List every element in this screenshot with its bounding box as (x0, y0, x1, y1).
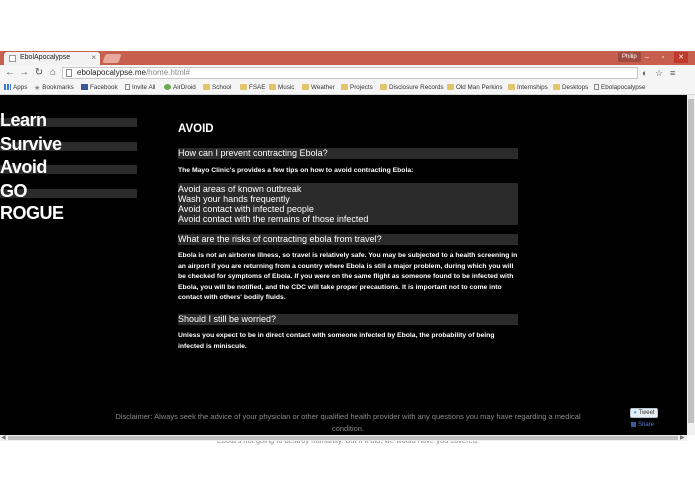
answer-text: Unless you expect to be in direct contact with someone infected by Ebola, the probability of being infected is miniscule. (178, 332, 495, 350)
answer-text: Ebola is not an airborne illness, so travel is relatively safe. You may be subjected to a health screening in an airport if you are returning from a country where Ebola is still a major problem, during which you will be checked for symptoms of Ebola. If you were on the same flight as someone found to be infected with Ebola, you will be notified, and the CDC will take proper precautions. It is important not to come into contact with others' bodily fluids. (178, 252, 518, 301)
minimize-button[interactable]: – (645, 54, 649, 61)
page-icon (125, 84, 130, 90)
forward-button[interactable] (18, 66, 30, 80)
airdroid-icon (164, 84, 171, 90)
horizontal-scrollbar[interactable] (0, 435, 687, 441)
bookmark-desktops[interactable]: Desktops (553, 83, 588, 92)
bookmark-music[interactable]: Music (269, 83, 294, 92)
forward-arrow-icon: → (19, 67, 29, 78)
facebook-icon (631, 422, 636, 427)
reload-icon: ↻ (34, 67, 44, 78)
scrollbar-thumb[interactable] (688, 99, 694, 423)
bookmark-star-icon[interactable]: ☆ (655, 68, 664, 78)
page-favicon-icon (9, 55, 16, 62)
apps-grid-icon (4, 84, 11, 90)
close-window-button[interactable]: ✕ (674, 52, 688, 63)
bookmark-facebook[interactable]: Facebook (81, 83, 118, 92)
bookmarks-bar (0, 81, 695, 95)
disclaimer-line: Disclaimer: Always seek the advice of your physician or other qualified health provider with any questions you may have regarding a medical condition. (115, 412, 581, 433)
tips-box (178, 183, 518, 225)
bookmark-internships[interactable]: Internships (508, 83, 548, 92)
profile-name[interactable]: Philip (618, 52, 641, 62)
disclaimer (100, 411, 596, 447)
folder-icon (341, 84, 348, 90)
maximize-button[interactable]: ▫ (661, 54, 665, 61)
folder-icon (380, 84, 387, 90)
bookmark-invite-all[interactable]: Invite All (125, 83, 155, 92)
reload-button[interactable] (33, 66, 45, 80)
nav-learn-label: Learn (0, 110, 47, 130)
nav-avoid-label: Avoid (0, 157, 47, 177)
url-path: /home.html# (145, 68, 190, 77)
address-bar[interactable] (62, 67, 638, 79)
nav-go-rogue-label: GO ROGUE (0, 181, 64, 223)
twitter-bird-icon: ● (633, 410, 638, 416)
nav-survive-label: Survive (0, 134, 62, 154)
share-button[interactable]: Share (631, 422, 654, 428)
folder-icon (508, 84, 515, 90)
folder-icon (447, 84, 454, 90)
bookmark-fsae[interactable]: FSAE (240, 83, 265, 92)
url-domain: ebolapocalypse.me (77, 68, 146, 77)
scrollbar-thumb[interactable] (8, 436, 678, 440)
bookmark-old-man-perkins[interactable]: Old Man Perkins (447, 83, 503, 92)
bookmark-apps[interactable]: Apps (4, 83, 27, 92)
question-heading: What are the risks of contracting ebola from travel? (178, 234, 518, 245)
folder-icon (203, 84, 210, 90)
vertical-scrollbar[interactable] (687, 95, 695, 435)
web-page (0, 95, 695, 435)
folder-icon (302, 84, 309, 90)
bookmark-school[interactable]: School (203, 83, 231, 92)
intro-text: The Mayo Clinic's provides a few tips on how to avoid contracting Ebola: (178, 167, 414, 174)
scroll-right-icon[interactable]: ▶ (680, 435, 685, 441)
page-info-icon[interactable] (66, 69, 72, 77)
bookmark-weather[interactable]: Weather (302, 83, 335, 92)
home-icon: ⌂ (49, 67, 57, 78)
tip-item: Avoid areas of known outbreak (178, 184, 302, 194)
tip-item: Avoid contact with the remains of those infected (178, 214, 369, 224)
question-heading: How can I prevent contracting Ebola? (178, 148, 518, 159)
bookmark-airdroid[interactable]: AirDroid (164, 83, 196, 92)
tweet-button[interactable]: ● Tweet (630, 408, 658, 418)
tip-item: Avoid contact with infected people (178, 204, 314, 214)
bookmark-bookmarks[interactable]: ★ Bookmarks (34, 84, 74, 92)
page-icon (594, 84, 599, 90)
new-tab-button[interactable] (102, 54, 121, 63)
star-icon: ★ (34, 85, 41, 92)
bookmark-ebolapocalypse[interactable]: Ebolapocalypse (594, 83, 645, 92)
question-heading: Should I still be worried? (178, 314, 518, 325)
tip-item: Wash your hands frequently (178, 194, 290, 204)
folder-icon (269, 84, 276, 90)
chrome-menu-icon[interactable]: ≡ (670, 68, 676, 78)
tab-title: EbolApocalypse (20, 54, 71, 61)
section-title: AVOID (178, 123, 214, 135)
browser-tab[interactable] (4, 52, 100, 65)
extension-icon[interactable]: ◐ (642, 68, 648, 78)
bookmark-projects[interactable]: Projects (341, 83, 373, 92)
back-button[interactable] (4, 66, 16, 80)
scroll-left-icon[interactable]: ◀ (1, 435, 6, 441)
facebook-icon (81, 84, 88, 90)
tab-close-icon[interactable]: × (91, 53, 96, 62)
back-arrow-icon: ← (5, 67, 15, 78)
home-button[interactable] (47, 66, 59, 80)
bookmark-disclosure-records[interactable]: Disclosure Records (380, 83, 444, 92)
folder-icon (553, 84, 560, 90)
folder-icon (240, 84, 247, 90)
